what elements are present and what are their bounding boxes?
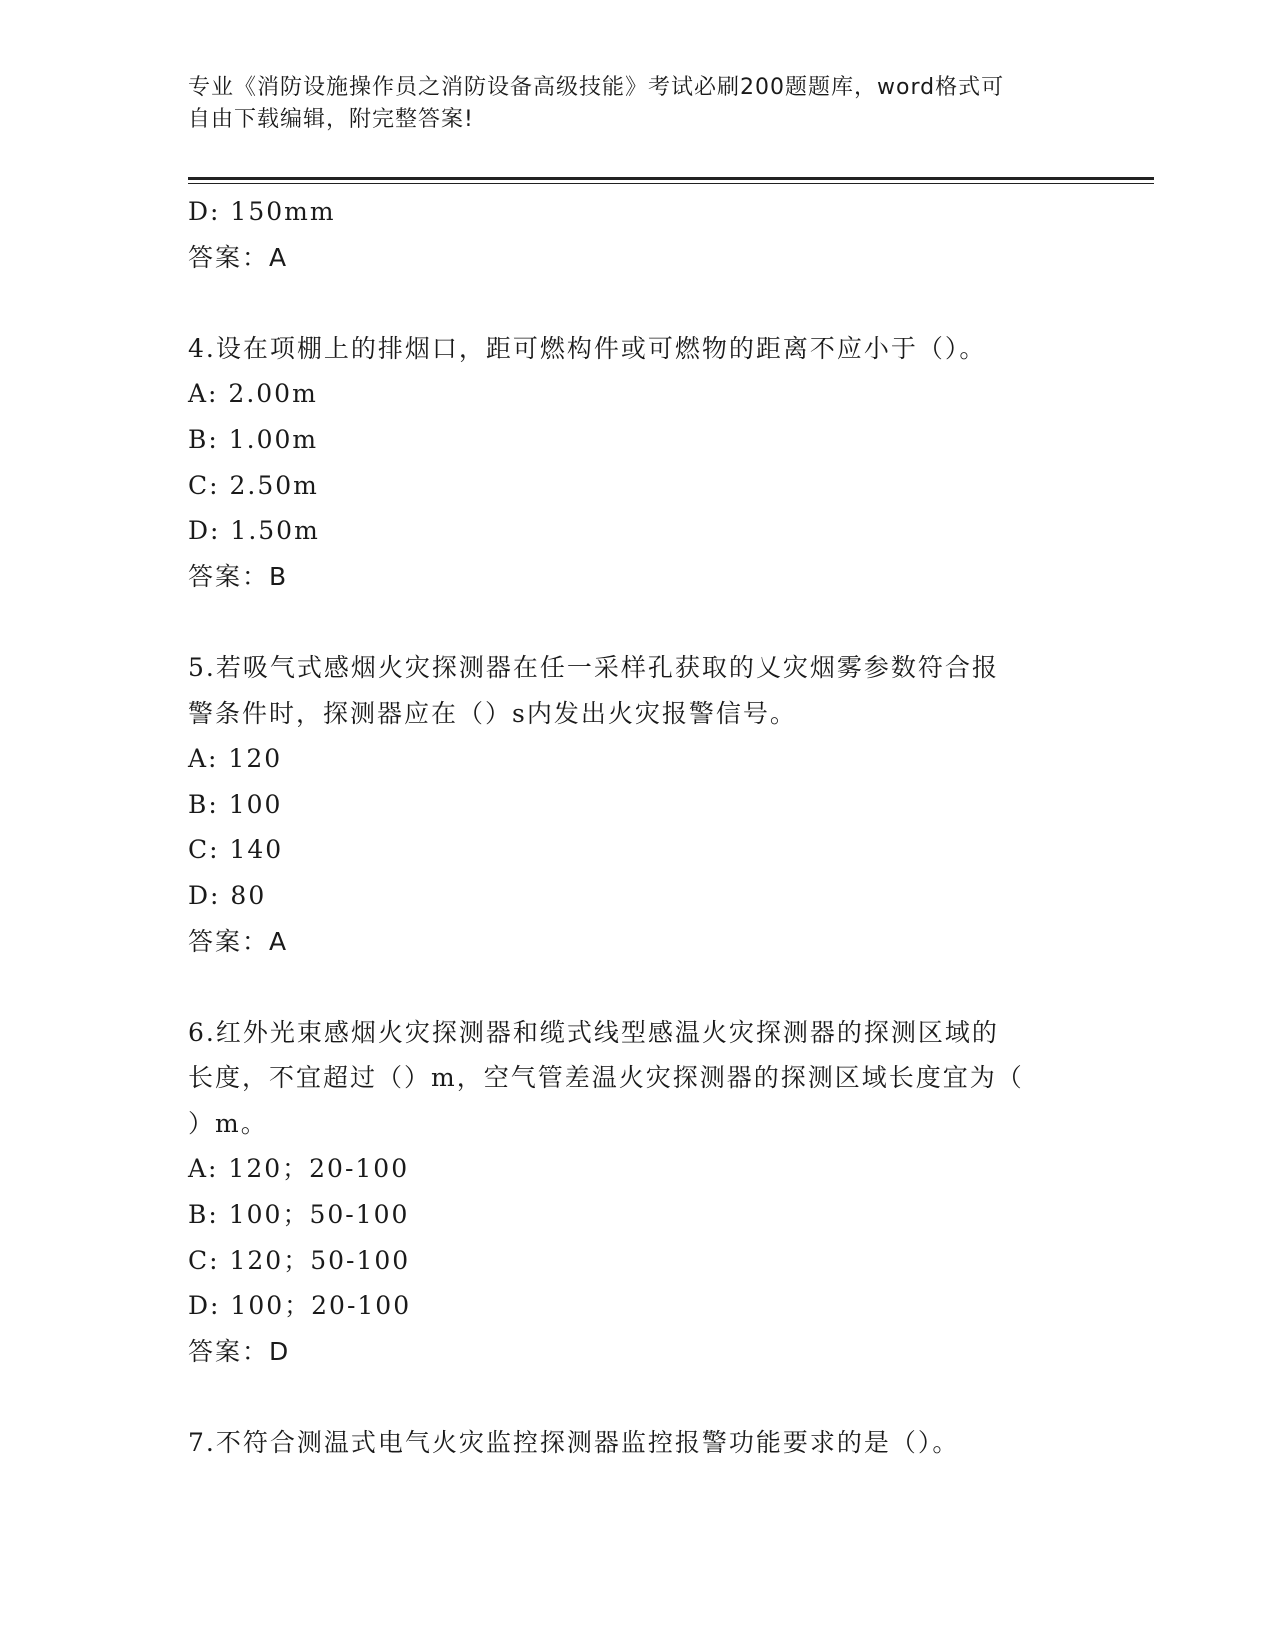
- question-4-option-c: C: 2.50m: [188, 470, 319, 500]
- question-4-option-a: A: 2.00m: [188, 379, 318, 409]
- question-6-option-c: C: 120；50-100: [188, 1245, 411, 1275]
- question-4-answer: 答案：B: [188, 561, 289, 591]
- header-rule-thin: [188, 183, 1154, 184]
- question-4-option-b: B: 1.00m: [188, 424, 319, 454]
- answer-label: 答案：A: [188, 242, 289, 272]
- question-6-option-b: B: 100；50-100: [188, 1200, 410, 1230]
- question-6-text-line-3: ）m。: [188, 1108, 268, 1138]
- question-6-text-line-2: 长度，不宜超过（）m，空气管差温火灾探测器的探测区域长度宜为（: [188, 1063, 1024, 1093]
- spacer: [188, 599, 1088, 645]
- question-5-text-line-2: 警条件时，探测器应在（）s内发出火灾报警信号。: [188, 698, 797, 728]
- spacer: [188, 280, 1088, 326]
- header-line-2: 自由下载编辑，附完整答案!: [188, 107, 474, 132]
- question-5-option-a: A: 120: [188, 744, 283, 774]
- question-list: [188, 189, 1088, 1466]
- question-6-text-line-1: 6.红外光束感烟火灾探测器和缆式线型感温火灾探测器的探测区域的: [188, 1017, 999, 1047]
- question-5-option-c: C: 140: [188, 835, 284, 865]
- spacer: [188, 964, 1088, 1010]
- question-6-option-d: D: 100；20-100: [188, 1291, 412, 1321]
- header-line-1: 专业《消防设施操作员之消防设备高级技能》考试必刷200题题库，word格式可: [188, 75, 1005, 100]
- spacer: [188, 1374, 1088, 1420]
- question-5-option-d: D: 80: [188, 880, 267, 910]
- question-4-option-d: D: 1.50m: [188, 516, 320, 546]
- question-6-answer: 答案：D: [188, 1336, 291, 1366]
- question-5-text-line-1: 5.若吸气式感烟火灾探测器在任一采样孔获取的乂灾烟雾参数符合报: [188, 652, 999, 682]
- question-6-option-a: A: 120；20-100: [188, 1154, 410, 1184]
- question-5-answer: 答案：A: [188, 926, 289, 956]
- question-7-text: 7.不符合测温式电气火灾监控探测器监控报警功能要求的是（）。: [188, 1428, 960, 1458]
- option-d: D: 150mm: [188, 197, 336, 226]
- header-rule-thick: [188, 177, 1154, 180]
- question-5-option-b: B: 100: [188, 789, 283, 819]
- question-4-text: 4.设在项棚上的排烟口，距可燃构件或可燃物的距离不应小于（）。: [188, 333, 987, 363]
- page-header: [188, 72, 1068, 136]
